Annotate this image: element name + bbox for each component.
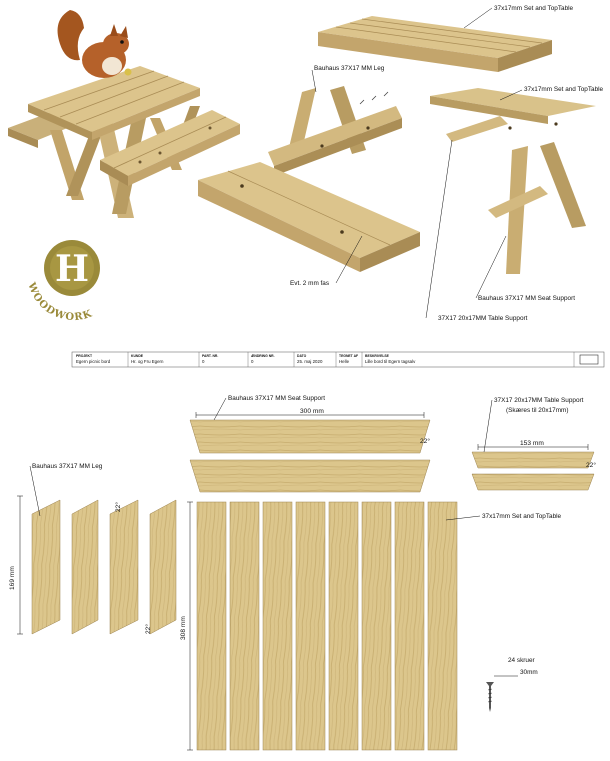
tb-header-date: DATO (297, 354, 307, 358)
dim-board-len: 308 mm (180, 616, 187, 640)
tb-header-part: PART. NR. (202, 354, 219, 358)
tb-header-description: BESKRIVELSE (365, 354, 389, 358)
logo-ring-text: WOODWORK (25, 281, 95, 324)
dim-leg-angle-a: 22° (115, 502, 122, 512)
tb-value-project: Egern picnic bord (76, 359, 111, 364)
label-set-top-table-2: 37x17mm Set and TopTable (524, 86, 604, 93)
squirrel-illustration (58, 10, 132, 78)
tb-header-customer: KUNDE (131, 354, 144, 358)
tb-header-change: ÆNDRING NR. (251, 354, 275, 358)
tb-header-drawn: TEGNET AF (339, 354, 359, 358)
board-parts (187, 502, 480, 750)
dim-table-angle: 22° (586, 462, 596, 469)
label-table-support-top: 37X17 20x17MM Table Support (438, 315, 528, 322)
label-screws-count: 24 skruer (508, 657, 535, 664)
label-seat-support-parts: Bauhaus 37X17 MM Seat Support (228, 395, 325, 402)
label-leg-top: Bauhaus 37X17 MM Leg (314, 65, 385, 72)
tb-value-description: Lille bord til Egern tagsalv (365, 359, 416, 364)
tb-value-customer: Hr. og Fru Egern (131, 359, 164, 364)
leg-parts (17, 466, 176, 634)
logo-monogram: H (54, 248, 90, 290)
label-set-top-table-1: 37x17mm Set and TopTable (494, 5, 574, 12)
screw-icon (486, 676, 518, 712)
label-fas: Evt. 2 mm fas (290, 280, 330, 287)
tb-value-date: 25. maj 2020 (297, 359, 323, 364)
dim-leg-len: 169 mm (9, 566, 16, 590)
label-table-support-parts-2: (Skæres til 20x17mm) (506, 407, 569, 414)
dim-table-len: 153 mm (520, 440, 544, 447)
dim-leg-angle-b: 22° (145, 624, 152, 634)
label-screws-length: 30mm (520, 669, 538, 676)
label-leg-parts: Bauhaus 37X17 MM Leg (32, 463, 103, 470)
exploded-view (198, 16, 596, 274)
label-set-top-table-parts: 37x17mm Set and TopTable (482, 513, 562, 520)
tb-value-change: 0 (251, 359, 254, 364)
label-seat-support-top: Bauhaus 37X17 MM Seat Support (478, 295, 575, 302)
title-block (72, 352, 604, 367)
woodwork-logo (25, 240, 118, 323)
tb-value-part: 0 (202, 359, 205, 364)
dim-seat-len: 300 mm (300, 408, 324, 415)
tb-header-project: PROJEKT (76, 354, 93, 358)
dim-seat-angle: 22° (420, 438, 430, 445)
tb-value-drawn: Helle (339, 359, 350, 364)
label-table-support-parts-1: 37X17 20x17MM Table Support (494, 397, 584, 404)
